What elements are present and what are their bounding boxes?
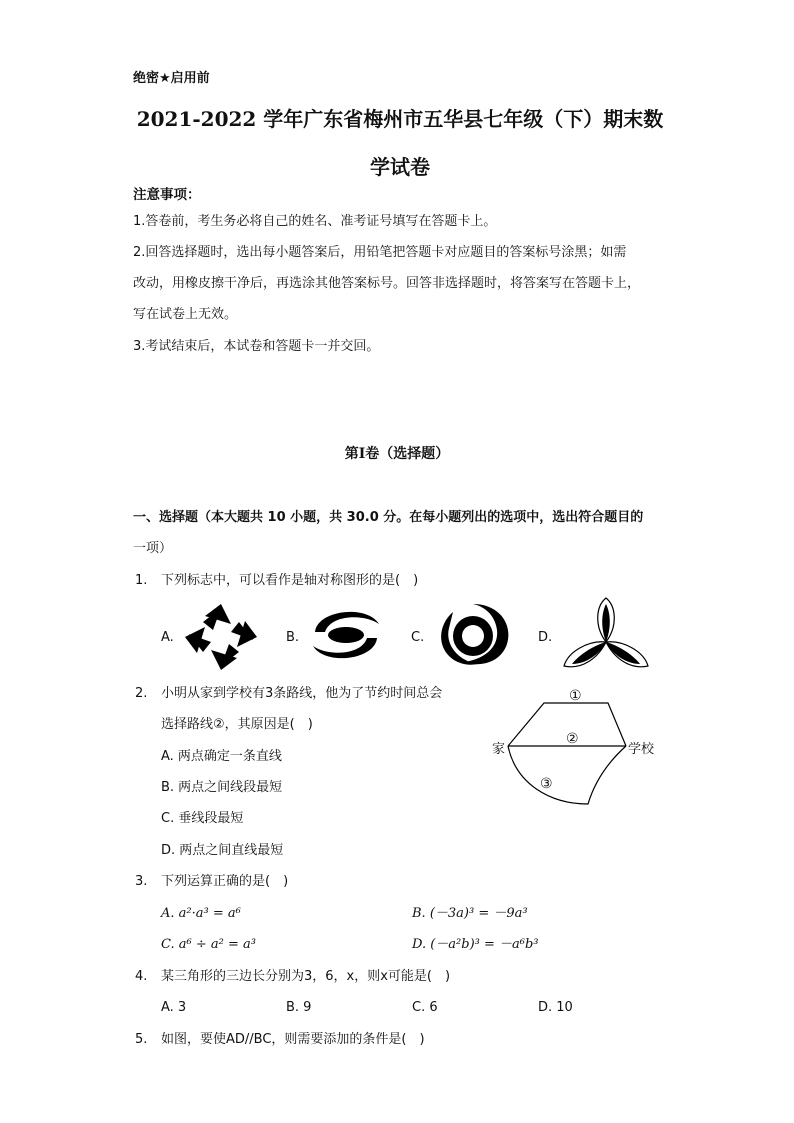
q1-option-d-label: D. — [538, 630, 553, 645]
q3-option-a: A. a²·a³ = a⁶ — [161, 906, 241, 921]
q1-option-a-label: A. — [161, 630, 174, 645]
q5-number: 5. — [135, 1032, 148, 1047]
q3-option-c: C. a⁶ ÷ a² = a³ — [161, 937, 256, 952]
note-item-1: 1.答卷前，考生务必将自己的姓名、准考证号填写在答题卡上。 — [133, 214, 497, 229]
q1-option-b-label: B. — [286, 630, 300, 645]
route-3-label: ③ — [540, 776, 553, 792]
note-item-2-line-2: 改动，用橡皮擦干净后，再选涂其他答案标号。回答非选择题时，将答案写在答题卡上， — [133, 276, 641, 291]
star-logo-icon — [183, 602, 259, 672]
part1-heading-line-2: 一项） — [133, 541, 173, 556]
q2-option-d: D. 两点之间直线最短 — [161, 843, 284, 858]
q1-number: 1. — [135, 573, 148, 588]
q3-option-d: D. (－a²b)³ = －a⁶b³ — [412, 937, 539, 952]
q4-option-a: A. 3 — [161, 1000, 187, 1015]
q3-number: 3. — [135, 874, 148, 889]
note-item-2-line-3: 写在试卷上无效。 — [133, 307, 238, 322]
secret-mark: 绝密★启用前 — [133, 71, 210, 86]
note-item-2-line-1: 2.回答选择题时，选出每小题答案后，用铅笔把答题卡对应题目的答案标号涂黑；如需 — [133, 245, 627, 260]
notes-heading: 注意事项： — [133, 187, 201, 203]
q3-option-b: B. (－3a)³ = －9a³ — [412, 906, 528, 921]
petal-logo-icon — [560, 596, 652, 672]
section-title: 第Ⅰ卷（选择题） — [344, 446, 450, 462]
swirl-logo-icon — [433, 600, 513, 668]
q2-option-a: A. 两点确定一条直线 — [161, 749, 282, 764]
route-home-label: 家 — [492, 742, 506, 757]
q3-stem: 下列运算正确的是( ) — [161, 874, 289, 889]
q2-stem-line-1: 小明从家到学校有3条路线，他为了节约时间总会 — [161, 686, 443, 701]
q4-option-b: B. 9 — [286, 1000, 312, 1015]
part1-heading-line-1: 一、选择题（本大题共 10 小题，共 30.0 分。在每小题列出的选项中，选出符合题目的 — [133, 510, 644, 525]
q2-number: 2. — [135, 686, 148, 701]
q4-number: 4. — [135, 969, 148, 984]
note-item-3: 3.考试结束后，本试卷和答题卡一并交回。 — [133, 339, 380, 354]
q1-stem: 下列标志中，可以看作是轴对称图形的是( ) — [161, 573, 419, 588]
title-line-1: 2021-2022 学年广东省梅州市五华县七年级（下）期末数 — [136, 107, 664, 131]
ring-logo-icon — [307, 602, 385, 668]
q1-option-c-label: C. — [411, 630, 425, 645]
q4-stem: 某三角形的三边长分别为3，6，x，则x可能是( ) — [161, 969, 451, 984]
route-2-label: ② — [566, 731, 579, 747]
q2-option-c: C. 垂线段最短 — [161, 811, 244, 826]
route-1-label: ① — [569, 688, 582, 704]
q4-option-d: D. 10 — [538, 1000, 573, 1015]
q2-stem-line-2: 选择路线②，其原因是( ) — [161, 717, 313, 732]
q4-option-c: C. 6 — [412, 1000, 438, 1015]
title-line-2: 学试卷 — [370, 155, 430, 179]
page-title — [130, 95, 670, 191]
route-school-label: 学校 — [628, 742, 655, 757]
q2-option-b: B. 两点之间线段最短 — [161, 780, 283, 795]
q5-stem: 如图，要使AD//BC，则需要添加的条件是( ) — [161, 1032, 425, 1047]
